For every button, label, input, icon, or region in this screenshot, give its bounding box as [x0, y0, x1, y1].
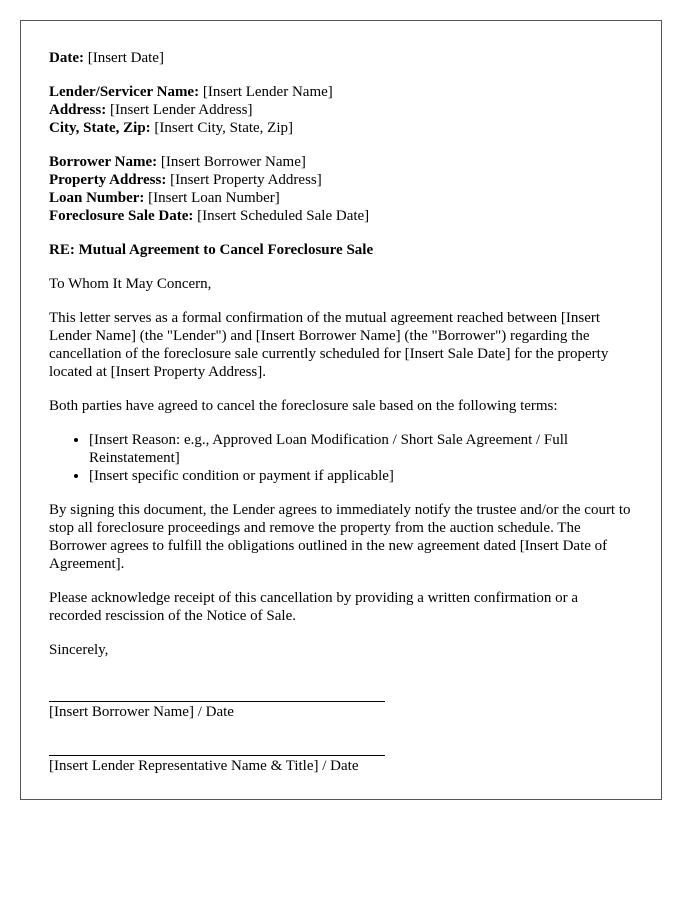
- date-line: [49, 49, 633, 67]
- lender-name-label: Lender/Servicer Name:: [49, 84, 200, 100]
- sale-date-label: Foreclosure Sale Date:: [49, 208, 194, 224]
- lender-name-value: [Insert Lender Name]: [202, 84, 333, 100]
- sale-date-line: [49, 207, 633, 225]
- body-paragraph-2: Both parties have agreed to cancel the foreclosure sale based on the following terms:: [49, 398, 558, 414]
- term-item: • [Insert Reason: e.g., Approved Loan Modification / Short Sale Agreement / Full Reinstatement]: [89, 431, 633, 467]
- lender-name-line: [49, 83, 633, 101]
- borrower-name-line: [49, 153, 633, 171]
- lender-address-line: [49, 101, 633, 119]
- borrower-signature-label: [Insert Borrower Name] / Date: [49, 704, 234, 720]
- lender-city-line: [49, 119, 633, 137]
- property-address-line: [49, 171, 633, 189]
- terms-list: [49, 431, 633, 485]
- date-value: [Insert Date]: [87, 50, 164, 66]
- borrower-signature-line: [49, 701, 385, 702]
- body-paragraph-3: By signing this document, the Lender agrees to immediately notify the trustee and/or the court to stop all foreclosure proceedings and remove the property from the auction schedule. The Borrower agrees to fulfill the obligations outlined in the new agreement dated [Insert Date of Agreement].: [49, 502, 631, 572]
- lender-signature-line: [49, 755, 385, 756]
- loan-number-line: [49, 189, 633, 207]
- property-address-label: Property Address:: [49, 172, 167, 188]
- borrower-name-value: [Insert Borrower Name]: [160, 154, 306, 170]
- sale-date-value: [Insert Scheduled Sale Date]: [197, 208, 370, 224]
- lender-signature-label: [Insert Lender Representative Name & Title] / Date: [49, 758, 359, 774]
- letter-document: [20, 20, 662, 800]
- borrower-block: [49, 153, 633, 225]
- borrower-name-label: Borrower Name:: [49, 154, 158, 170]
- loan-number-label: Loan Number:: [49, 190, 145, 206]
- lender-city-label: City, State, Zip:: [49, 120, 151, 136]
- body-paragraph-4: Please acknowledge receipt of this cancellation by providing a written confirmation or a recorded rescission of the Notice of Sale.: [49, 590, 578, 624]
- subject-line: RE: Mutual Agreement to Cancel Foreclosure Sale: [49, 242, 374, 258]
- signature-space: [49, 675, 633, 701]
- date-label: Date:: [49, 50, 84, 66]
- lender-address-label: Address:: [49, 102, 107, 118]
- property-address-value: [Insert Property Address]: [170, 172, 322, 188]
- date-block: [49, 49, 633, 67]
- lender-city-value: [Insert City, State, Zip]: [154, 120, 294, 136]
- salutation: To Whom It May Concern,: [49, 276, 212, 292]
- lender-block: [49, 83, 633, 137]
- body-paragraph-1: This letter serves as a formal confirmation of the mutual agreement reached between [Insert Lender Name] (the "Lender") and [Insert Borrower Name] (the "Borrower") regarding the cancellation of the foreclosure sale currently scheduled for [Insert Sale Date] for the property located at [Insert Property Address].: [49, 310, 609, 380]
- term-item: • [Insert specific condition or payment if applicable]: [89, 467, 633, 485]
- lender-address-value: [Insert Lender Address]: [109, 102, 253, 118]
- closing: Sincerely,: [49, 642, 109, 658]
- loan-number-value: [Insert Loan Number]: [148, 190, 280, 206]
